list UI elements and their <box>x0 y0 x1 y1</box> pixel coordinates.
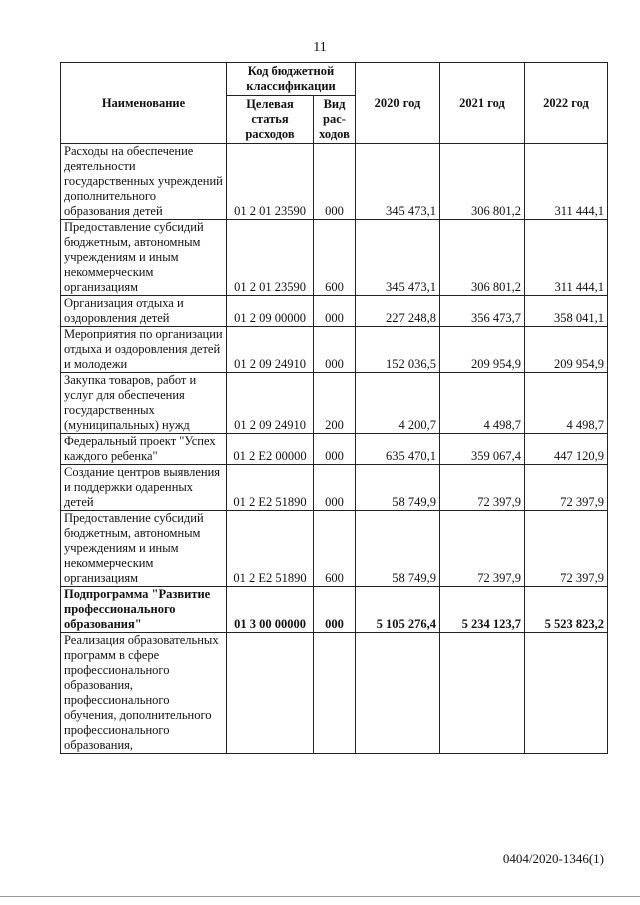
row-value-2022: 4 498,7 <box>525 373 608 434</box>
header-kbk-group: Код бюджетной классификации <box>227 63 356 96</box>
row-name: Реализация образовательных программ в сфере профессионального образования, профессионального обучения, дополнительного профессионального образования, <box>61 633 227 754</box>
row-value-2022: 311 444,1 <box>525 220 608 296</box>
row-name: Мероприятия по организации отдыха и оздоровления детей и молодежи <box>61 327 227 373</box>
header-target-article: Целевая статья расходов <box>227 96 314 144</box>
table-row <box>61 220 608 296</box>
table-row <box>61 633 608 754</box>
header-year-2020: 2020 год <box>356 63 440 144</box>
row-value-2020: 4 200,7 <box>356 373 440 434</box>
row-name: Создание центров выявления и поддержки одаренных детей <box>61 465 227 511</box>
row-value-2020: 345 473,1 <box>356 144 440 220</box>
row-expense-type: 000 <box>314 144 356 220</box>
table-row-subprogram <box>61 587 608 633</box>
document-code: 0404/2020-1346(1) <box>502 851 604 866</box>
row-target-article: 01 2 09 00000 <box>227 296 314 327</box>
table-row <box>61 296 608 327</box>
row-target-article: 01 2 01 23590 <box>227 220 314 296</box>
row-name: Федеральный проект "Успех каждого ребенка" <box>61 434 227 465</box>
row-value-2022: 358 041,1 <box>525 296 608 327</box>
row-target-article: 01 3 00 00000 <box>227 587 314 633</box>
row-name: Предоставление субсидий бюджетным, автономным учреждениям и иным некоммерческим организациям <box>61 220 227 296</box>
row-value-2022 <box>525 633 608 754</box>
budget-table <box>60 62 608 754</box>
row-value-2020: 345 473,1 <box>356 220 440 296</box>
row-target-article <box>227 633 314 754</box>
table-row <box>61 511 608 587</box>
row-expense-type: 000 <box>314 587 356 633</box>
row-expense-type: 000 <box>314 296 356 327</box>
row-name: Подпрограмма "Развитие профессионального образования" <box>61 587 227 633</box>
row-value-2020: 58 749,9 <box>356 511 440 587</box>
row-value-2022: 72 397,9 <box>525 511 608 587</box>
row-value-2021 <box>440 633 525 754</box>
row-expense-type: 000 <box>314 434 356 465</box>
row-name: Закупка товаров, работ и услуг для обеспечения государственных (муниципальных) нужд <box>61 373 227 434</box>
row-target-article: 01 2 09 24910 <box>227 373 314 434</box>
row-expense-type: 600 <box>314 220 356 296</box>
page-number: 11 <box>313 40 327 55</box>
row-value-2020: 58 749,9 <box>356 465 440 511</box>
table-row <box>61 144 608 220</box>
row-value-2021: 72 397,9 <box>440 511 525 587</box>
row-name: Расходы на обеспечение деятельности государственных учреждений дополнительного образования детей <box>61 144 227 220</box>
header-year-2022: 2022 год <box>525 63 608 144</box>
table-row <box>61 373 608 434</box>
row-target-article: 01 2 E2 00000 <box>227 434 314 465</box>
row-target-article: 01 2 09 24910 <box>227 327 314 373</box>
row-expense-type: 000 <box>314 465 356 511</box>
row-value-2021: 72 397,9 <box>440 465 525 511</box>
row-name: Организация отдыха и оздоровления детей <box>61 296 227 327</box>
row-target-article: 01 2 E2 51890 <box>227 465 314 511</box>
row-value-2020: 152 036,5 <box>356 327 440 373</box>
header-year-2021: 2021 год <box>440 63 525 144</box>
row-value-2020: 635 470,1 <box>356 434 440 465</box>
bottom-divider <box>0 896 640 897</box>
row-value-2022: 5 523 823,2 <box>525 587 608 633</box>
row-value-2021: 356 473,7 <box>440 296 525 327</box>
row-expense-type: 000 <box>314 327 356 373</box>
row-value-2020 <box>356 633 440 754</box>
row-value-2021: 209 954,9 <box>440 327 525 373</box>
row-target-article: 01 2 01 23590 <box>227 144 314 220</box>
table-row <box>61 327 608 373</box>
row-value-2021: 359 067,4 <box>440 434 525 465</box>
row-value-2022: 209 954,9 <box>525 327 608 373</box>
row-expense-type: 200 <box>314 373 356 434</box>
row-value-2022: 311 444,1 <box>525 144 608 220</box>
row-value-2021: 306 801,2 <box>440 220 525 296</box>
row-value-2022: 447 120,9 <box>525 434 608 465</box>
row-expense-type: 600 <box>314 511 356 587</box>
row-expense-type <box>314 633 356 754</box>
table-row <box>61 465 608 511</box>
header-expense-type: Вид рас- ходов <box>314 96 356 144</box>
row-target-article: 01 2 E2 51890 <box>227 511 314 587</box>
row-value-2020: 5 105 276,4 <box>356 587 440 633</box>
header-name: Наименование <box>61 63 227 144</box>
table-row <box>61 434 608 465</box>
row-value-2022: 72 397,9 <box>525 465 608 511</box>
row-name: Предоставление субсидий бюджетным, автономным учреждениям и иным некоммерческим организациям <box>61 511 227 587</box>
row-value-2021: 4 498,7 <box>440 373 525 434</box>
row-value-2021: 306 801,2 <box>440 144 525 220</box>
row-value-2021: 5 234 123,7 <box>440 587 525 633</box>
row-value-2020: 227 248,8 <box>356 296 440 327</box>
